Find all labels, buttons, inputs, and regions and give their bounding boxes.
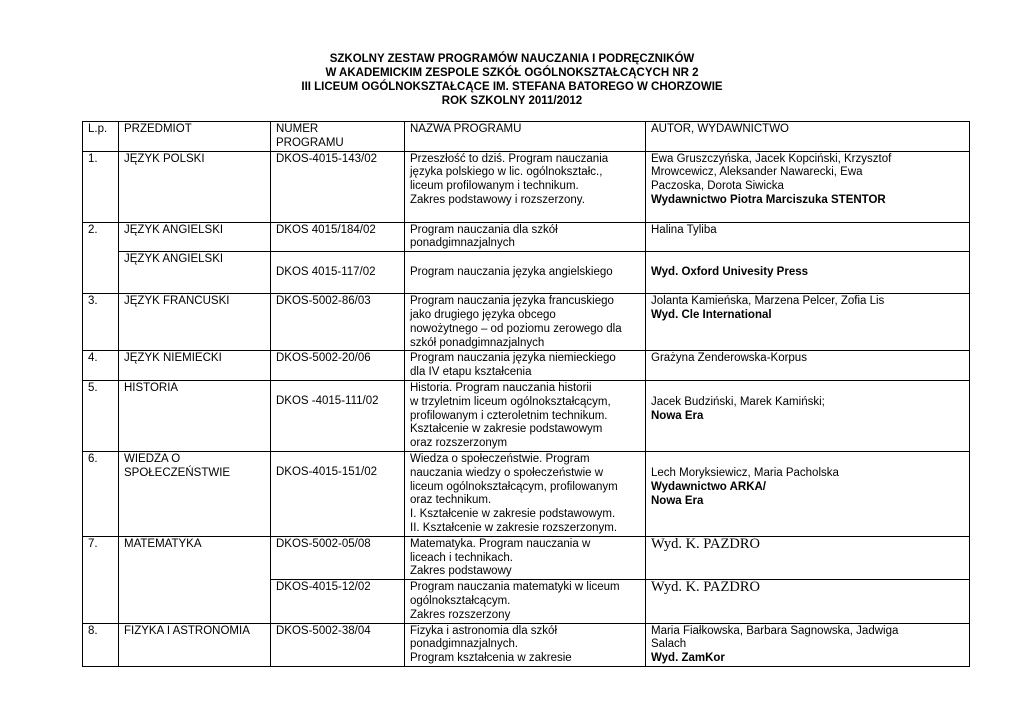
row-number: 1. (83, 151, 119, 222)
row-number: 6. (83, 451, 119, 536)
author-cell (646, 151, 970, 222)
row-number: 7. (83, 536, 119, 623)
row-number: 3. (83, 294, 119, 351)
program-name-cell: Program nauczania języka niemieckiego dla IV etapu kształcenia (405, 351, 646, 381)
author-cell (646, 294, 970, 351)
author-cell (646, 451, 970, 536)
program-name-cell: Fizyka i astronomia dla szkół ponadgimnazjalnych. Program kształcenia w zakresie (405, 623, 646, 666)
column-header: L.p. (83, 122, 119, 152)
document-header (0, 52, 1024, 108)
subject-cell: MATEMATYKA (119, 536, 271, 623)
program-number-cell: DKOS-5002-86/03 (271, 294, 405, 351)
table-header-row (83, 122, 970, 152)
program-number-cell: DKOS-4015-12/02 (271, 580, 405, 623)
publisher-text: Wyd. Oxford Univesity Press (646, 252, 970, 294)
table-row (83, 351, 970, 381)
column-header: AUTOR, WYDAWNICTWO (646, 122, 970, 152)
publisher-text: Wydawnictwo Piotra Marciszuka STENTOR (651, 193, 886, 206)
row-number: 5. (83, 380, 119, 451)
subject-cell: JĘZYK FRANCUSKI (119, 294, 271, 351)
author-cell (646, 623, 970, 666)
program-name-cell: Program nauczania matematyki w liceum ogólnokształcącym. Zakres rozszerzony (405, 580, 646, 623)
program-name-cell: Program nauczania dla szkół ponadgimnazjalnych (405, 222, 646, 252)
subject-cell: JĘZYK ANGIELSKI (119, 222, 271, 252)
publisher-text: Wyd. K. PAZDRO (646, 580, 970, 623)
row-number: 4. (83, 351, 119, 381)
program-name-cell: Wiedza o społeczeństwie. Program nauczania wiedzy o społeczeństwie w liceum ogólnokształcącym, profilowanym oraz technikum. I. Kształcenie w zakresie podstawowym. II. Kształcenie w zakresie rozszerzonym. (405, 451, 646, 536)
subject-cell: WIEDZA O SPOŁECZEŃSTWIE (119, 451, 271, 536)
program-number-cell: DKOS-4015-151/02 (271, 451, 405, 536)
column-header: PRZEDMIOT (119, 122, 271, 152)
table-row (83, 222, 970, 252)
header-line-4: ROK SZKOLNY 2011/2012 (441, 95, 583, 107)
author-cell: Grażyna Zenderowska-Korpus (646, 351, 970, 381)
program-number-cell: DKOS -4015-111/02 (271, 380, 405, 451)
table-row (83, 380, 970, 451)
author-text: Maria Fiałkowska, Barbara Sagnowska, Jadwiga Salach (651, 624, 899, 651)
table-row (83, 536, 970, 579)
row-number: 2. (83, 222, 119, 294)
header-line-2: W AKADEMICKIM ZESPOLE SZKÓŁ OGÓLNOKSZTAŁCĄCYCH NR 2 (325, 67, 699, 79)
publisher-text: Wydawnictwo ARKA/ Nowa Era (651, 480, 767, 507)
program-number-cell: DKOS-5002-38/04 (271, 623, 405, 666)
publisher-text: Wyd. ZamKor (651, 652, 725, 665)
publisher-text: Nowa Era (651, 409, 704, 422)
author-text: Lech Moryksiewicz, Maria Pacholska (651, 466, 839, 479)
program-number-cell: DKOS-5002-20/06 (271, 351, 405, 381)
table-row (83, 451, 970, 536)
author-cell (646, 380, 970, 451)
table-row (83, 151, 970, 222)
program-name-cell: Program nauczania języka francuskiego jako drugiego języka obcego nowożytnego – od poziomu zerowego dla szkół ponadgimnazjalnych (405, 294, 646, 351)
program-number-cell: DKOS 4015-117/02 (271, 252, 405, 294)
row-number: 8. (83, 623, 119, 666)
author-text: Jacek Budziński, Marek Kamiński; (651, 395, 825, 408)
program-number-cell: DKOS 4015/184/02 (271, 222, 405, 252)
subject-cell: HISTORIA (119, 380, 271, 451)
header-line-3: III LICEUM OGÓLNOKSZTAŁCĄCE IM. STEFANA BATOREGO W CHORZOWIE (301, 81, 723, 93)
program-name-cell: Program nauczania języka angielskiego (405, 252, 646, 294)
author-text: Jolanta Kamieńska, Marzena Pelcer, Zofia Lis (651, 295, 885, 308)
header-line-1: SZKOLNY ZESTAW PROGRAMÓW NAUCZANIA I PODRĘCZNIKÓW (329, 53, 695, 65)
program-number-cell: DKOS-5002-05/08 (271, 536, 405, 579)
publisher-text: Wyd. Cle International (651, 308, 772, 321)
program-name-cell: Przeszłość to dziś. Program nauczania języka polskiego w lic. ogólnokształc., liceum profilowanym i technikum. Zakres podstawowy i rozszerzony. (405, 151, 646, 222)
subject-cell: JĘZYK NIEMIECKI (119, 351, 271, 381)
subject-cell: JĘZYK POLSKI (119, 151, 271, 222)
table-row (83, 623, 970, 666)
author-text: Ewa Gruszczyńska, Jacek Kopciński, Krzysztof Mrowcewicz, Aleksander Nawarecki, Ewa Paczoska, Dorota Siwicka (651, 152, 892, 193)
program-name-cell: Matematyka. Program nauczania w liceach i technikach. Zakres podstawowy (405, 536, 646, 579)
program-name-cell: Historia. Program nauczania historii w trzyletnim liceum ogólnokształcącym, profilowanym i czteroletnim technikum. Kształcenie w zakresie podstawowym oraz rozszerzonym (405, 380, 646, 451)
program-number-cell: DKOS-4015-143/02 (271, 151, 405, 222)
program-table (82, 121, 970, 667)
table-row (83, 294, 970, 351)
column-header: NAZWA PROGRAMU (405, 122, 646, 152)
publisher-text: Wyd. K. PAZDRO (646, 536, 970, 579)
column-header: NUMER PROGRAMU (271, 122, 405, 152)
subject-cell: FIZYKA I ASTRONOMIA (119, 623, 271, 666)
table-row (83, 252, 970, 294)
author-cell: Halina Tyliba (646, 222, 970, 252)
subject-cell: JĘZYK ANGIELSKI (119, 252, 271, 294)
